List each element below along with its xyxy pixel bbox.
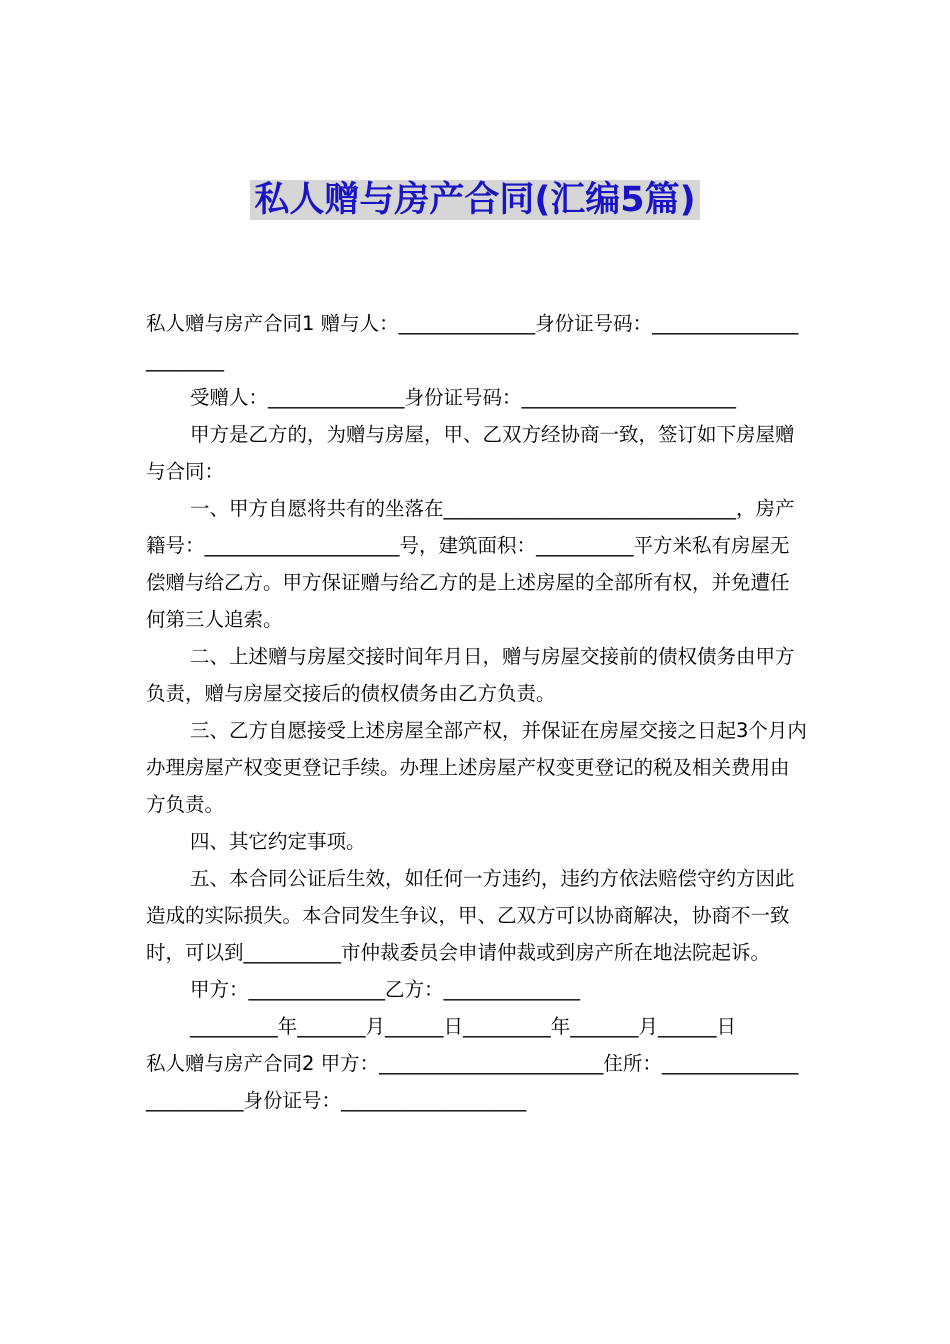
paragraph: _________年_______月______日_________年_______月______日 — [190, 1015, 737, 1038]
paragraph: 私人赠与房产合同1 赠与人：______________身份证号码：_______________________ — [146, 312, 799, 372]
document-body — [146, 305, 808, 1119]
paragraph: 四、其它约定事项。 — [190, 830, 366, 853]
paragraph: 甲方是乙方的，为赠与房屋，甲、乙双方经协商一致，签订如下房屋赠与合同： — [146, 423, 795, 483]
title-text: 私人赠与房产合同(汇编5篇) — [250, 180, 699, 220]
paragraph: 三、乙方自愿接受上述房屋全部产权，并保证在房屋交接之日起3个月内办理房屋产权变更登记手续。办理上述房屋产权变更登记的税及相关费用由方负责。 — [146, 719, 807, 816]
paragraph: 甲方：______________乙方：______________ — [190, 978, 581, 1001]
document-title — [0, 180, 950, 220]
paragraph: 受赠人：______________身份证号码：______________________ — [190, 386, 737, 409]
paragraph: 一、甲方自愿将共有的坐落在______________________________，房产籍号：____________________号，建筑面积：__________平方米私有房屋无偿赠与给乙方。甲方保证赠与给乙方的是上述房屋的全部所有权，并免遭任何第三人追索。 — [146, 497, 795, 631]
paragraph: 二、上述赠与房屋交接时间年月日，赠与房屋交接前的债权债务由甲方负责，赠与房屋交接后的债权债务由乙方负责。 — [146, 645, 795, 705]
paragraph: 私人赠与房产合同2 甲方：_______________________住所：________________________身份证号：___________________ — [146, 1052, 799, 1112]
paragraph: 五、本合同公证后生效，如任何一方违约，违约方依法赔偿守约方因此造成的实际损失。本合同发生争议，甲、乙双方可以协商解决，协商不一致时，可以到__________市仲裁委员会申请仲裁或到房产所在地法院起诉。 — [146, 867, 795, 964]
